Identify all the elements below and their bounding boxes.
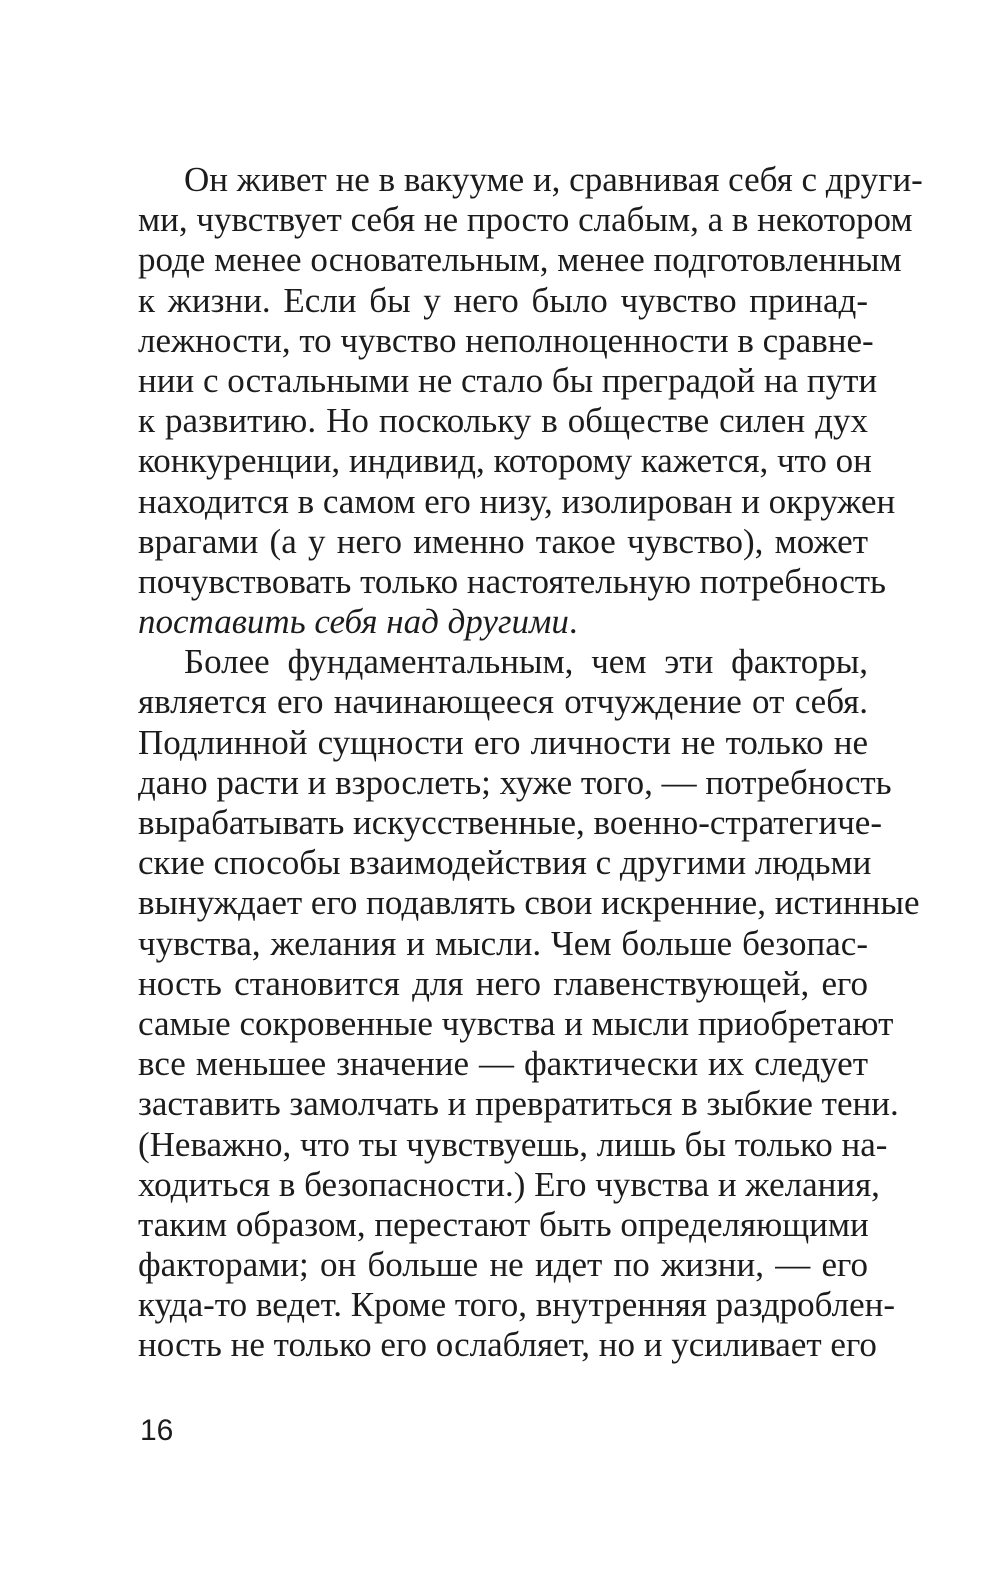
page-number: 16	[140, 1414, 174, 1447]
text-line: ми, чувствует себя не просто слабым, а в некотором	[138, 200, 913, 240]
text-line: к жизни. Если бы у него было чувство принад-	[138, 280, 868, 320]
text-line: все меньшее значение — фактически их следует	[138, 1044, 868, 1084]
text-line: врагами (а у него именно такое чувство), может	[138, 521, 868, 561]
text-line: Он живет не в вакууме и, сравнивая себя с други-	[184, 160, 923, 199]
body-text	[138, 160, 923, 1366]
text-line: ность становится для него главенствующей, его	[138, 963, 868, 1003]
text-line: чувства, желания и мысли. Чем больше безопас-	[138, 923, 868, 963]
text-line: нии с остальными не стало бы преградой на пути	[138, 360, 878, 400]
text-line: лежности, то чувство неполноценности в сравне-	[138, 320, 874, 360]
text-line: ские способы взаимодействия с другими людьми	[138, 843, 872, 883]
text-line: вырабатывать искусственные, военно-стратегиче-	[138, 803, 882, 842]
text-line: факторами; он больше не идет по жизни, — его	[138, 1245, 868, 1285]
sentence-end: .	[568, 602, 578, 642]
italic-phrase: поставить себя над другими	[138, 602, 569, 642]
text-line: вынуждает его подавлять свои искренние, истинные	[138, 883, 920, 923]
text-line-emphasis	[138, 602, 868, 642]
text-line: ходиться в безопасности.) Его чувства и желания,	[138, 1164, 880, 1204]
text-line: куда-то ведет. Кроме того, внутренняя раздроблен-	[138, 1285, 895, 1325]
text-line: находится в самом его низу, изолирован и окружен	[138, 481, 896, 521]
text-line: почувствовать только настоятельную потребность	[138, 561, 887, 601]
text-line: (Неважно, что ты чувствуешь, лишь бы только на-	[138, 1124, 888, 1164]
text-line: ность не только его ослабляет, но и усиливает его	[138, 1325, 877, 1365]
text-line: самые сокровенные чувства и мысли приобретают	[138, 1003, 894, 1043]
text-line: Более фундаментальным, чем эти факторы,	[184, 642, 868, 682]
text-line: является его начинающееся отчуждение от себя.	[138, 682, 868, 722]
text-line: Подлинной сущности его личности не только не	[138, 722, 868, 762]
text-line: заставить замолчать и превратиться в зыбкие тени.	[138, 1084, 899, 1124]
text-line: роде менее основательным, менее подготовленным	[138, 240, 902, 280]
text-line: таким образом, перестают быть определяющими	[138, 1204, 869, 1244]
text-line: к развитию. Но поскольку в обществе силен дух	[138, 401, 868, 441]
text-line: конкуренции, индивид, которому кажется, что он	[138, 441, 872, 481]
text-line: дано расти и взрослеть; хуже того, — потребность	[138, 762, 892, 802]
